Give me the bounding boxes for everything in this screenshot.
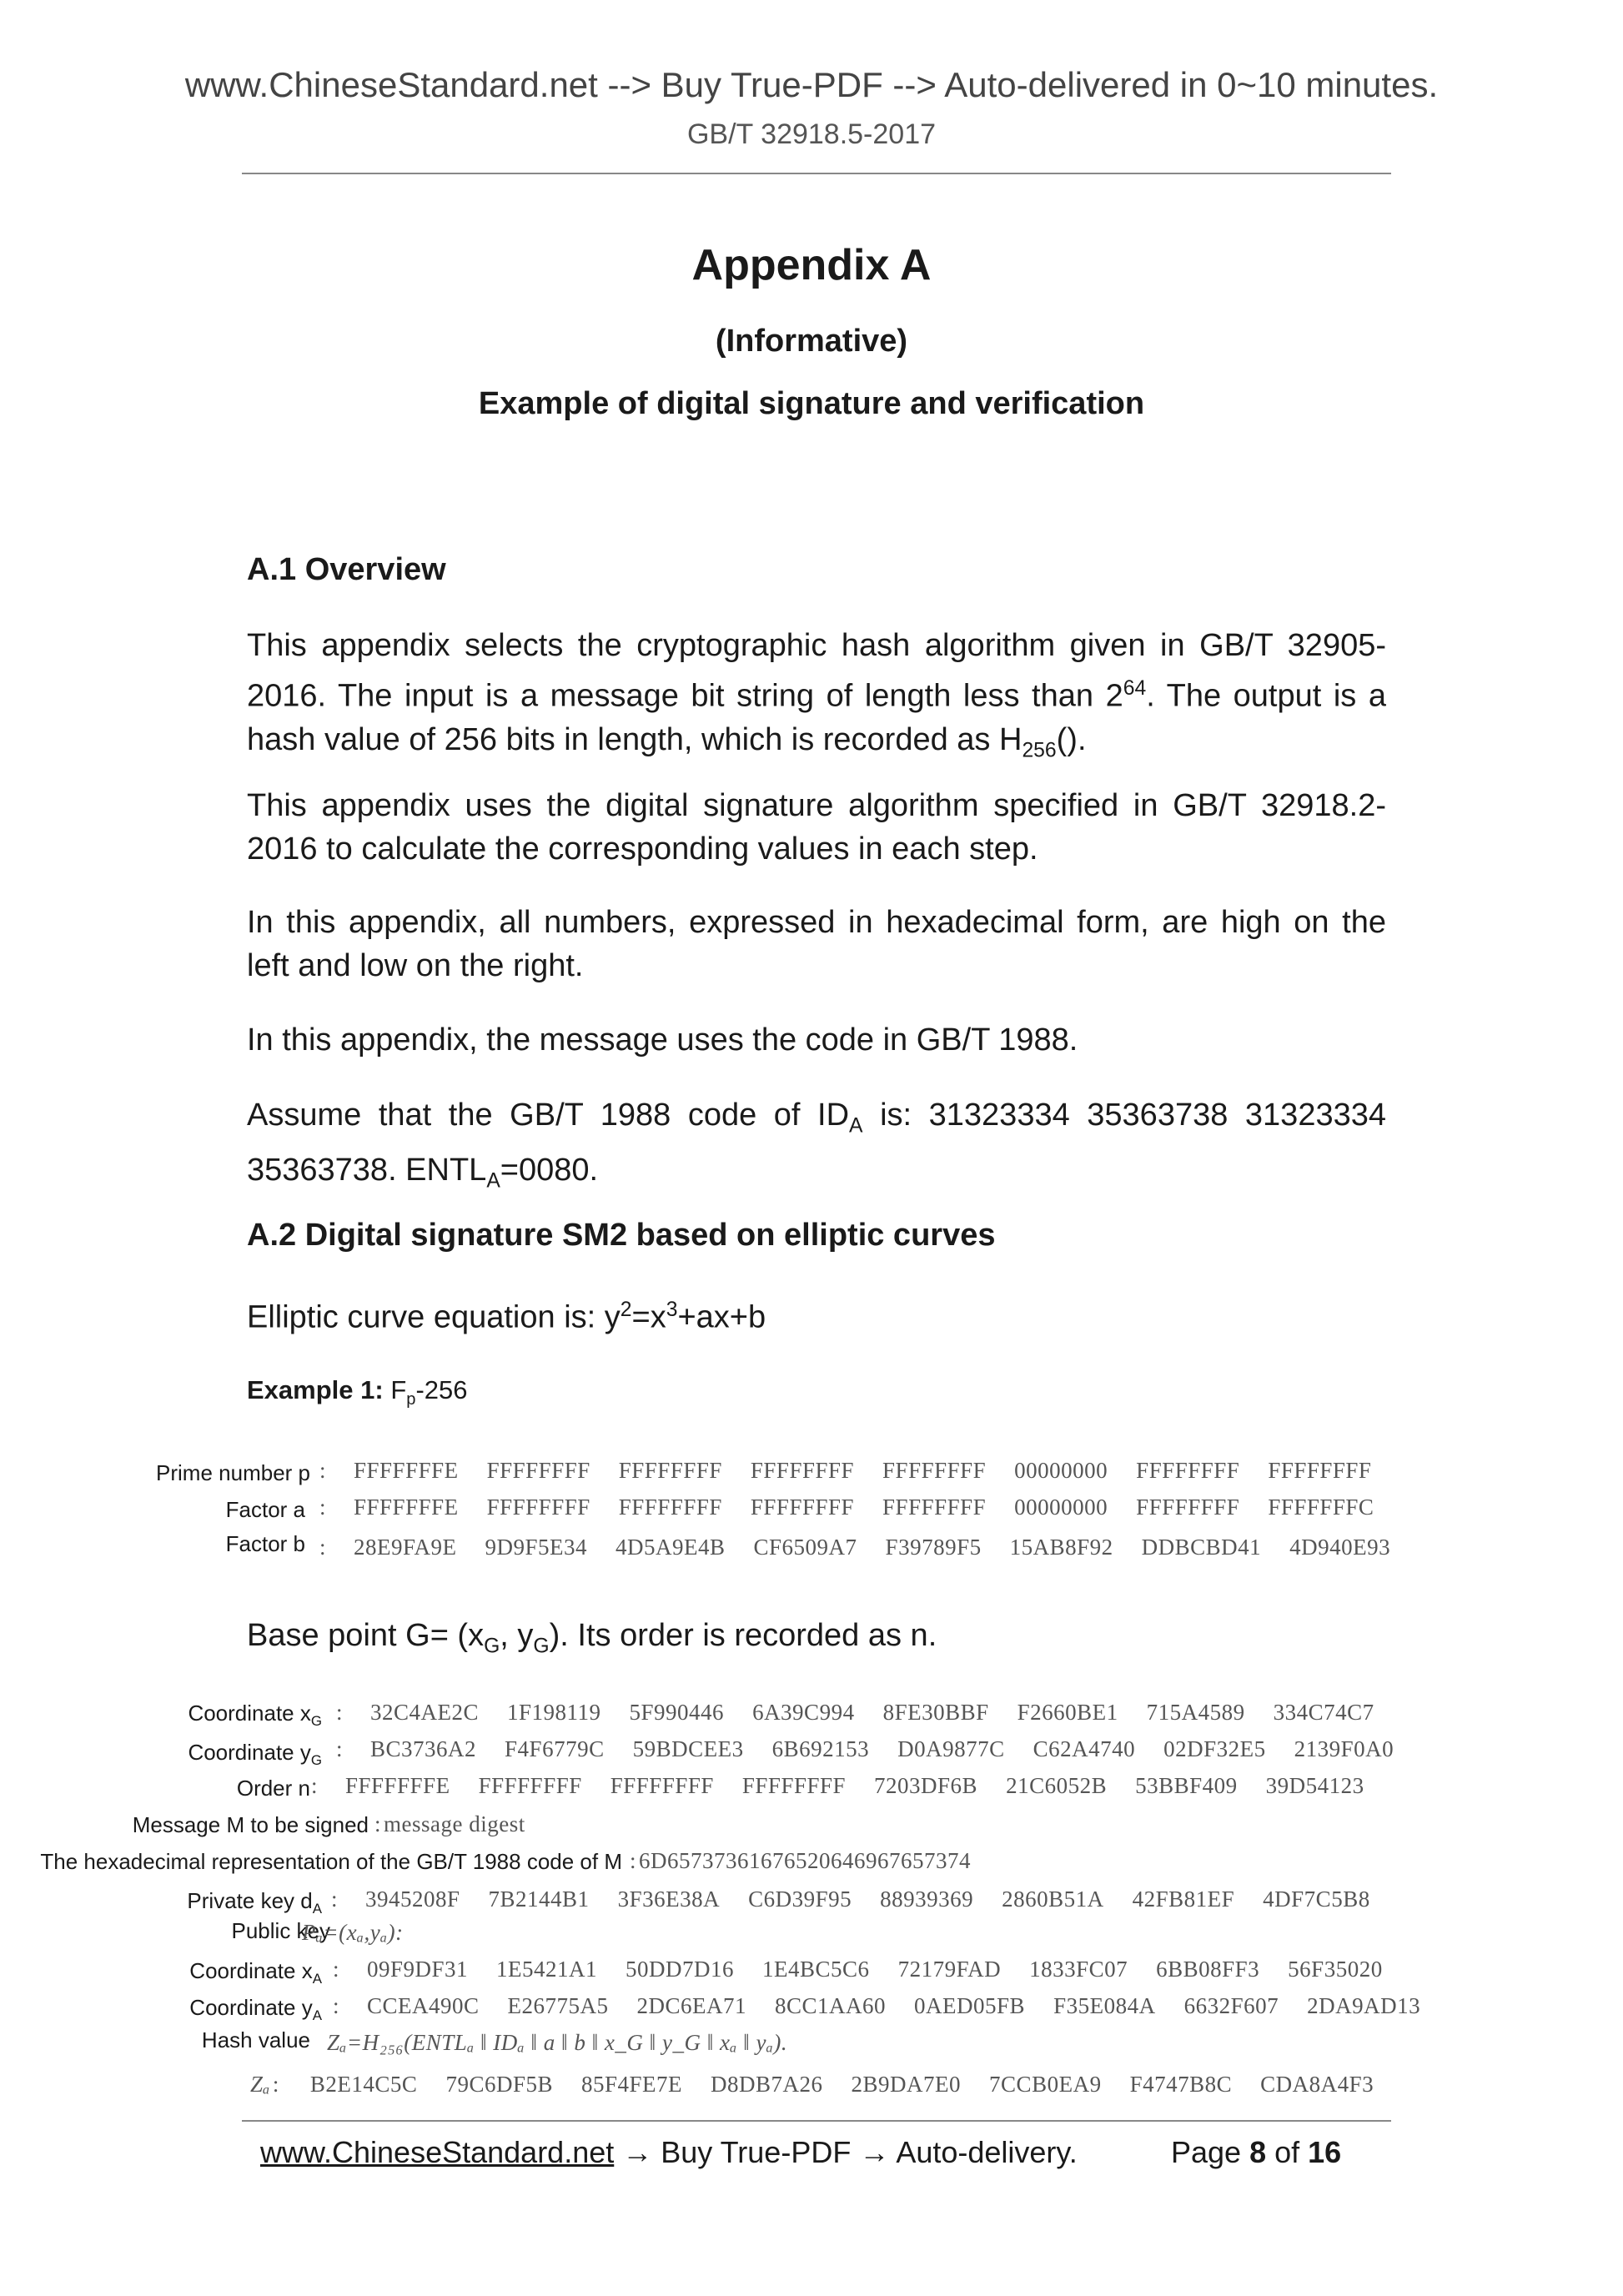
hex-word: 00000000 — [1014, 1458, 1108, 1483]
hex-word: 79C6DF5B — [445, 2072, 553, 2097]
footer-promo — [260, 2135, 1078, 2170]
hex-word: 88939369 — [880, 1887, 974, 1912]
header-divider — [242, 173, 1391, 174]
hex-word: 334C74C7 — [1273, 1700, 1374, 1725]
example-label: Example 1: — [247, 1375, 384, 1404]
base-label-n: Order n — [236, 1776, 310, 1801]
hex-word: 7203DF6B — [874, 1773, 978, 1798]
hex-word: 21C6052B — [1006, 1773, 1108, 1798]
hex-word: 2DA9AD13 — [1307, 1993, 1421, 2018]
hex-word: CF6509A7 — [753, 1535, 857, 1560]
hex-word: 02DF32E5 — [1163, 1736, 1266, 1761]
section-a1-heading: A.1 Overview — [247, 552, 446, 587]
paragraph-hex-order: In this appendix, all numbers, expressed in hexadecimal form, are high on the left and low on the right. — [247, 905, 1386, 983]
p1-subscript: 256 — [1022, 739, 1057, 762]
hex-word: FFFFFFFE — [354, 1458, 459, 1483]
hex-word: 2860B51A — [1002, 1887, 1104, 1912]
message-label: Message M to be signed — [132, 1812, 369, 1837]
label-sub: A — [312, 2007, 322, 2024]
paragraph-ida-code — [247, 1093, 1386, 1203]
hex-word: F35E084A — [1053, 1993, 1156, 2018]
hex-word: FFFFFFFF — [882, 1495, 987, 1520]
hex-word: D8DB7A26 — [711, 2072, 823, 2097]
p5-sub-a2: A — [486, 1169, 500, 1193]
example-field-end: -256 — [415, 1375, 468, 1404]
hex-word: E26775A5 — [507, 1993, 609, 2018]
private-key-label — [187, 1888, 322, 1917]
hex-word: 9D9F5E34 — [485, 1535, 588, 1560]
param-label-p: Prime number p — [156, 1460, 310, 1485]
message-hex-text: 6D65737361676520646967657374 — [639, 1848, 971, 1873]
hex-word: 4DF7C5B8 — [1263, 1887, 1370, 1912]
example-field-sub: p — [406, 1390, 416, 1409]
base-row-yg: : BC3736A2 F4F6779C 59BDCEE3 6B692153 D0A9877C C62A4740 02DF32E5 2139F0A0 — [335, 1736, 1394, 1761]
label-sub: A — [312, 1901, 322, 1917]
hex-word: 2139F0A0 — [1294, 1736, 1394, 1761]
hash-label: Hash value — [201, 2027, 310, 2052]
message-text: message digest — [384, 1811, 525, 1836]
base-label-yg — [188, 1740, 322, 1769]
base-point-a: Base point G= (x — [247, 1618, 485, 1653]
param-row-p: : FFFFFFFE FFFFFFFF FFFFFFFF FFFFFFFF FFFFFFFF 00000000 FFFFFFFF FFFFFFFF — [319, 1458, 1372, 1483]
hex-word: 28E9FA9E — [354, 1535, 457, 1560]
appendix-type: (Informative) — [715, 324, 908, 359]
curve-eq-b: =x — [631, 1299, 666, 1335]
public-key-formula: Pₐ=(xₐ,yₐ): — [302, 1920, 404, 1945]
label-text: Coordinate y — [188, 1740, 311, 1765]
base-point-c: ). Its order is recorded as n. — [549, 1618, 937, 1653]
hex-word: FFFFFFFE — [345, 1773, 450, 1798]
base-point-b: , y — [500, 1618, 534, 1653]
p1-text-c: (). — [1056, 721, 1087, 757]
header-promo-line: www.ChineseStandard.net --> Buy True-PDF --> Auto-delivered in 0~10 minutes. — [184, 65, 1439, 104]
public-ya-row: : CCEA490C E26775A5 2DC6EA71 8CC1AA60 0AED05FB F35E084A 6632F607 2DA9AD13 — [332, 1993, 1421, 2018]
hash-za-row: Zₐ : B2E14C5C 79C6DF5B 85F4FE7E D8DB7A26 2B9DA7E0 7CCB0EA9 F4747B8C CDA8A4F3 — [250, 2072, 1374, 2097]
hex-word: C62A4740 — [1033, 1736, 1136, 1761]
hex-word: 1E5421A1 — [496, 1957, 598, 1982]
p5-text-a: Assume that the GB/T 1988 code of ID — [247, 1098, 850, 1133]
hex-word: FFFFFFFF — [882, 1458, 987, 1483]
hex-word: 42FB81EF — [1132, 1887, 1235, 1912]
hex-word: 2B9DA7E0 — [851, 2072, 962, 2097]
hex-word: 7B2144B1 — [488, 1887, 590, 1912]
hex-word: FFFFFFFF — [750, 1495, 855, 1520]
p1-text-b: . The output is a hash value of 256 bits in length, which is recorded as H — [247, 678, 1386, 757]
hex-word: 2DC6EA71 — [636, 1993, 747, 2018]
hex-word: 00000000 — [1014, 1495, 1108, 1520]
param-row-b: : 28E9FA9E 9D9F5E34 4D5A9E4B CF6509A7 F39789F5 15AB8F92 DDBCBD41 4D940E93 — [319, 1535, 1391, 1560]
hex-word: 6632F607 — [1183, 1993, 1279, 2018]
param-label-a: Factor a — [225, 1497, 305, 1522]
hex-word: 8FE30BBF — [882, 1700, 989, 1725]
hex-word: 8CC1AA60 — [775, 1993, 887, 2018]
message-hex-value: : 6D65737361676520646967657374 — [629, 1848, 971, 1873]
page-of: of — [1266, 2135, 1309, 2169]
p5-text-c: =0080. — [500, 1152, 599, 1188]
hex-word: 85F4FE7E — [581, 2072, 683, 2097]
footer-site-link[interactable]: www.ChineseStandard.net — [260, 2135, 615, 2169]
example-heading — [247, 1369, 1386, 1421]
appendix-title: Appendix A — [691, 241, 932, 289]
example-field: F — [383, 1375, 407, 1404]
hex-word: FFFFFFFF — [741, 1773, 847, 1798]
appendix-subtitle: Example of digital signature and verification — [478, 386, 1145, 421]
hex-word: 3F36E38A — [617, 1887, 721, 1912]
hex-word: FFFFFFFF — [610, 1773, 714, 1798]
hex-word: 72179FAD — [897, 1957, 1002, 1982]
p1-exponent: 64 — [1123, 677, 1147, 700]
curve-eq-sup2: 3 — [666, 1299, 678, 1321]
message-value: : message digest — [374, 1811, 525, 1836]
hex-word: 53BBF409 — [1135, 1773, 1238, 1798]
label-sub: G — [310, 1713, 322, 1730]
paragraph-signature-algorithm: This appendix uses the digital signature algorithm specified in GB/T 32918.2-2016 to calculate the corresponding values in each step. — [247, 788, 1386, 867]
hash-formula: Zₐ=H₂₅₆(ENTLₐ ‖ IDₐ ‖ a ‖ b ‖ x_G ‖ y_G ‖ xₐ ‖ yₐ). — [327, 2030, 788, 2055]
hex-word: 09F9DF31 — [367, 1957, 469, 1982]
page-number — [1171, 2135, 1341, 2170]
hex-word: FFFFFFFF — [618, 1458, 722, 1483]
hex-word: FFFFFFFF — [478, 1773, 582, 1798]
hex-word: DDBCBD41 — [1141, 1535, 1262, 1560]
public-ya-label — [189, 1995, 322, 2024]
base-row-xg: : 32C4AE2C 1F198119 5F990446 6A39C994 8FE30BBF F2660BE1 715A4589 334C74C7 — [335, 1700, 1374, 1725]
hex-word: 6B692153 — [771, 1736, 870, 1761]
hex-word: F2660BE1 — [1017, 1700, 1118, 1725]
header-standard-number: GB/T 32918.5-2017 — [686, 118, 937, 150]
hex-word: F4747B8C — [1129, 2072, 1233, 2097]
public-xa-label — [189, 1958, 322, 1987]
private-key-row: : 3945208F 7B2144B1 3F36E38A C6D39F95 88939369 2860B51A 42FB81EF 4DF7C5B8 — [330, 1887, 1370, 1912]
base-point-description — [247, 1614, 1386, 1669]
hex-word: 7CCB0EA9 — [989, 2072, 1102, 2097]
paragraph-message-code: In this appendix, the message uses the code in GB/T 1988. — [247, 1022, 1078, 1058]
hex-word: 6BB08FF3 — [1156, 1957, 1260, 1982]
param-label-b: Factor b — [225, 1531, 305, 1556]
hex-word: 32C4AE2C — [370, 1700, 480, 1725]
hex-word: CCEA490C — [367, 1993, 480, 2018]
label-text: Coordinate x — [188, 1701, 311, 1726]
footer-divider — [242, 2120, 1391, 2122]
hex-word: 6A39C994 — [752, 1700, 855, 1725]
hex-word: FFFFFFFE — [354, 1495, 459, 1520]
param-row-a: : FFFFFFFE FFFFFFFF FFFFFFFF FFFFFFFF FFFFFFFF 00000000 FFFFFFFF FFFFFFFC — [319, 1495, 1374, 1520]
hex-word: FFFFFFFF — [1136, 1458, 1240, 1483]
p5-sub-a: A — [849, 1114, 863, 1138]
footer-text: → Buy True-PDF → Auto-delivery. — [614, 2135, 1078, 2169]
hex-word: 1833FC07 — [1029, 1957, 1128, 1982]
hex-word: FFFFFFFF — [750, 1458, 855, 1483]
paragraph-hash-algorithm — [247, 624, 1386, 772]
hex-word: 5F990446 — [629, 1700, 725, 1725]
curve-eq-c: +ax+b — [677, 1299, 766, 1335]
p1-text-a: This appendix selects the cryptographic hash algorithm given in GB/T 32905-2016. The input is a message bit string of length less than 2 — [247, 628, 1386, 714]
hex-word: D0A9877C — [897, 1736, 1005, 1761]
hex-word: 39D54123 — [1265, 1773, 1364, 1798]
hex-word: FFFFFFFC — [1268, 1495, 1374, 1520]
hex-word: FFFFFFFF — [1268, 1458, 1372, 1483]
hex-word: 59BDCEE3 — [632, 1736, 744, 1761]
hex-word: F4F6779C — [505, 1736, 605, 1761]
hex-word: F39789F5 — [885, 1535, 982, 1560]
section-a2-heading: A.2 Digital signature SM2 based on elliptic curves — [247, 1218, 996, 1253]
curve-equation — [247, 1289, 1386, 1339]
label-text: Coordinate y — [189, 1995, 313, 2020]
base-label-xg — [188, 1701, 322, 1730]
public-xa-row: : 09F9DF31 1E5421A1 50DD7D16 1E4BC5C6 72179FAD 1833FC07 6BB08FF3 56F35020 — [332, 1957, 1383, 1982]
za-label: Zₐ — [250, 2072, 270, 2097]
hex-word: B2E14C5C — [309, 2072, 418, 2097]
p5-text-b: is: 31323334 35363738 31323334 35363738. ENTL — [247, 1098, 1386, 1188]
public-key-label: Public key — [231, 1918, 330, 1943]
hex-word: FFFFFFFF — [1136, 1495, 1240, 1520]
hex-word: 56F35020 — [1288, 1957, 1383, 1982]
page-total: 16 — [1308, 2135, 1342, 2169]
hex-word: FFFFFFFF — [618, 1495, 722, 1520]
label-sub: A — [312, 1971, 322, 1987]
curve-eq-a: Elliptic curve equation is: y — [247, 1299, 621, 1335]
base-point-sub2: G — [533, 1635, 550, 1658]
page-current: 8 — [1249, 2135, 1267, 2169]
hex-word: 1F198119 — [507, 1700, 601, 1725]
curve-eq-sup1: 2 — [620, 1299, 632, 1321]
base-point-sub1: G — [484, 1635, 500, 1658]
message-hex-label: The hexadecimal representation of the GB/T 1988 code of M — [40, 1849, 622, 1874]
page-prefix: Page — [1171, 2135, 1250, 2169]
hex-word: 50DD7D16 — [626, 1957, 735, 1982]
hex-word: FFFFFFFF — [486, 1458, 590, 1483]
label-text: Coordinate x — [189, 1958, 313, 1983]
hex-word: 3945208F — [365, 1887, 460, 1912]
hex-word: C6D39F95 — [748, 1887, 852, 1912]
hex-word: 1E4BC5C6 — [762, 1957, 870, 1982]
hex-word: 4D5A9E4B — [616, 1535, 726, 1560]
hex-word: 4D940E93 — [1289, 1535, 1391, 1560]
hex-word: FFFFFFFF — [486, 1495, 590, 1520]
hex-word: 0AED05FB — [914, 1993, 1026, 2018]
hex-word: CDA8A4F3 — [1260, 2072, 1374, 2097]
base-row-n: : FFFFFFFE FFFFFFFF FFFFFFFF FFFFFFFF 7203DF6B 21C6052B 53BBF409 39D54123 — [310, 1773, 1364, 1798]
label-sub: G — [310, 1752, 322, 1769]
label-text: Private key d — [187, 1888, 313, 1913]
hex-word: 715A4589 — [1146, 1700, 1245, 1725]
hex-word: 15AB8F92 — [1009, 1535, 1113, 1560]
hex-word: BC3736A2 — [370, 1736, 477, 1761]
